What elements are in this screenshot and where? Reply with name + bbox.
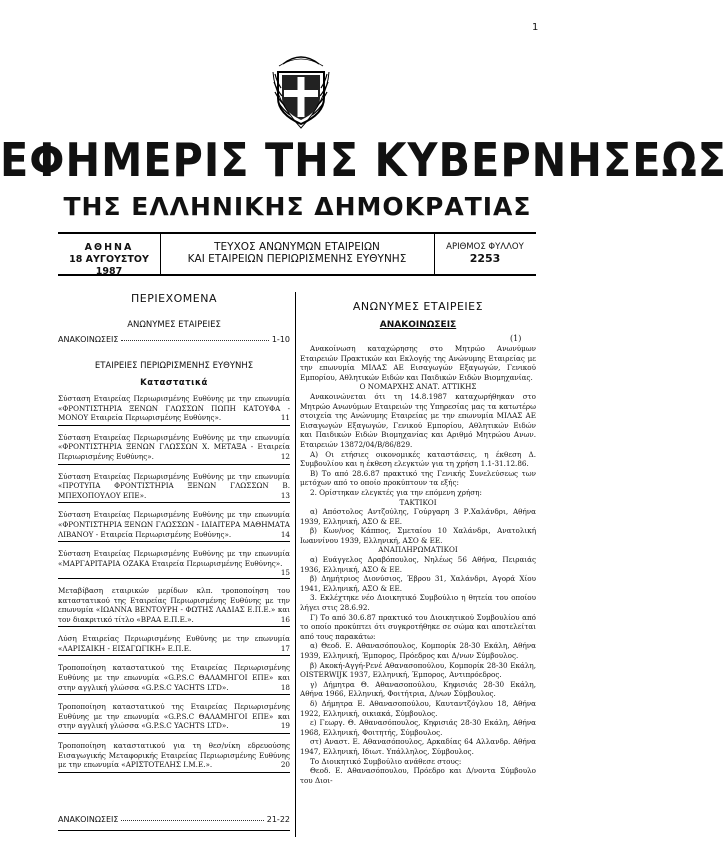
toc-bottom-rule (58, 830, 290, 831)
toc-entry-rule (58, 772, 290, 773)
body-paragraph: α) Ευάγγελος Δραβόπουλος, Νηλέως 56 Αθήνα, Πειραιάς 1936, Ελληνική, ΑΣΟ & ΕΕ. (300, 555, 536, 574)
body-paragraph: Ο ΝΟΜΑΡΧΗΣ ΑΝΑΤ. ΑΤΤΙΚΗΣ (359, 382, 477, 392)
body-paragraph: Ανακοινώνεται ότι τη 14.8.1987 καταχωρήθηκαν στο Μητρώο Ανωνύμων Εταιρειών της Υπηρεσίας μας τα κατωτέρω στοιχεία της Ανώνυμης Εταιρείας με την επωνυμία ΜΙΛΑΣ ΑΕ Εισαγωγών Εξαγωγών, Γενικού Εμπορίου, Αθλητικών Ειδών και Παιδικών Ειδών Βιομηχανίας και Αριθμό Μητρώου Ανων. Εταιρειών 13872/04/Β/86/829. (300, 391, 536, 449)
body-paragraph: γ) Δήμητρα Θ. Αθανασοπούλου, Κηφισιάς 28-30 Εκάλη, Αθήνα 1966, Ελληνική, Φοιτήτρια, Δ/νων Σύμβουλος. (300, 679, 536, 699)
toc-entry-rule (58, 425, 290, 426)
toc-entry-page: 16 (280, 614, 290, 624)
toc-entry-text: Σύσταση Εταιρείας Περιωρισμένης Ευθύνης με την επωνυμία «ΜΑΡΓΑΡΙΤΑΡΙΑ ΟΖΑΚΑ Εταιρεία Περιωρισμένης Ευθύνης». (58, 549, 290, 568)
body-paragraph: 3. Εκλέχτηκε νέο Διοικητικό Συμβούλιο η θητεία του οποίου λήγει στις 28.6.92. (300, 593, 536, 613)
toc-entry-text: Τροποποίηση καταστατικού της Εταιρείας Περιωρισμένης Ευθύνης με την επωνυμία «G.P.S.C ΘΑΛΑΜΗΓΟΙ ΕΠΕ» και στην αγγλική γλώσσα «G.P.S.C YACHTS LTD». (58, 663, 290, 692)
toc-entry-rule (58, 733, 290, 734)
toc-entry-rule (58, 694, 290, 695)
toc-entry[interactable] (58, 741, 290, 773)
toc-entry-text: Λύση Εταιρείας Περιωρισμένης Ευθύνης με την επωνυμία «ΛΑΡΙΣΑΙΚΗ - ΕΙΣΑΓΩΓΙΚΗ» Ε.Π.Ε. (58, 634, 290, 653)
header-date: 18 ΑΥΓΟΥΣΤΟΥ 1987 (69, 254, 149, 277)
toc-entry-page: 19 (280, 721, 290, 731)
toc-entry[interactable] (58, 433, 290, 465)
toc-entry-page: 15 (280, 568, 290, 578)
dot-leader (121, 335, 268, 341)
toc-entry-rule (58, 626, 290, 627)
column-divider (295, 292, 296, 837)
toc-entry-rule (58, 578, 290, 579)
header-city-date (58, 236, 160, 277)
toc-entry-page: 17 (280, 643, 290, 653)
header-sheet (434, 236, 536, 270)
header-sheet-number: 2253 (469, 252, 501, 265)
toc-entry-page: 14 (280, 529, 290, 539)
body-paragraph: Γ) Το από 30.6.87 πρακτικό του Διοικητικού Συμβουλίου από το οποίο προκύπτει ότι συγκροτήθηκε σε σώμα και αποτελείται από τους παρακάτω: (300, 612, 536, 641)
right-subheading: ΑΝΑΚΟΙΝΩΣΕΙΣ (379, 320, 457, 330)
header-issue-line2: ΚΑΙ ΕΤΑΙΡΕΙΩΝ ΠΕΡΙΩΡΙΣΜΕΝΗΣ ΕΥΘΥΝΗΣ (187, 253, 407, 265)
header-sheet-label: ΑΡΙΘΜΟΣ ΦΥΛΛΟΥ (446, 242, 524, 252)
dot-leader (121, 815, 263, 821)
body-paragraph: ΑΝΑΠΛΗΡΩΜΑΤΙΚΟΙ (378, 545, 458, 555)
toc-entry-rule (58, 655, 290, 656)
toc-entry[interactable] (58, 663, 290, 695)
toc-entry[interactable] (58, 634, 290, 656)
body-paragraph: ΤΑΚΤΙΚΟΙ (399, 497, 437, 507)
toc-entry[interactable] (58, 394, 290, 426)
toc-entry-list (58, 394, 290, 780)
toc-entry-page: 11 (280, 413, 290, 423)
toc-section-llc: ΕΤΑΙΡΕΙΕΣ ΠΕΡΙΩΡΙΣΜΕΝΗΣ ΕΥΘΥΝΗΣ (94, 361, 254, 371)
page-number: 1 (532, 22, 539, 33)
toc-entry-page: 20 (280, 760, 290, 770)
toc-entry-page: 18 (280, 682, 290, 692)
toc-entry-pages: 1-10 (271, 335, 290, 344)
header-issue (160, 236, 434, 270)
toc-entry-label: ΑΝΑΚΟΙΝΩΣΕΙΣ (58, 815, 119, 824)
toc-section-anonymous: ΑΝΩΝΥΜΕΣ ΕΤΑΙΡΕΙΕΣ (127, 320, 221, 330)
toc-entry[interactable] (58, 472, 290, 504)
toc-section-llc-statutes: Καταστατικά (140, 378, 208, 388)
header-top-rule (58, 232, 536, 234)
toc-entry-announcements[interactable] (58, 335, 290, 344)
toc-entry-pages: 21-22 (266, 815, 290, 824)
gazette-title: ΕΦΗΜΕΡΙΣ ΤΗΣ ΚΥΒΕΡΝΗΣΕΩΣ (0, 133, 727, 187)
toc-entry-page: 12 (280, 451, 290, 461)
right-body (300, 344, 536, 785)
body-paragraph: στ) Αναστ. Ε. Αθανασόπουλος, Αρκαδίας 64 Αλλανδρ. Αθήνα 1947, Ελληνική, Ιδιωτ. Υπάλληλος, Σύμβουλος. (300, 737, 536, 756)
toc-entry[interactable] (58, 549, 290, 579)
toc-title: ΠΕΡΙΕΧΟΜΕΝΑ (131, 292, 217, 305)
body-paragraph: α) Θεοδ. Ε. Αθανασόπουλος, Κομπορίκ 28-30 Εκάλη, Αθήνα 1939, Ελληνική, Έμπορος, Πρόεδρος και Δ/νων Σύμβουλος. (300, 641, 536, 660)
body-paragraph: ε) Γεωργ. Θ. Αθανασόπουλος, Κηφισιάς 28-30 Εκάλη, Αθήνα 1968, Ελληνική, Φοιτητής, Σύμβουλος. (300, 718, 536, 737)
toc-entry[interactable] (58, 510, 290, 542)
header-city: ΑΘΗΝΑ (84, 242, 134, 253)
body-paragraph: α) Απόστολος Αντζούλης, Γούργαρη 3 Ρ.Χαλάνδρι, Αθήνα 1939, Ελληνική, ΑΣΟ & ΕΕ. (300, 507, 536, 526)
body-paragraph: Α) Οι ετήσιες οικονομικές καταστάσεις, η έκθεση Δ. Συμβουλίου και η έκθεση ελεγκτών για τη χρήση 1.1-31.12.86. (300, 449, 536, 469)
gazette-subtitle: ΤΗΣ ΕΛΛΗΝΙΚΗΣ ΔΗΜΟΚΡΑΤΙΑΣ (63, 192, 532, 221)
toc-entry[interactable] (58, 586, 290, 627)
toc-entry-rule (58, 541, 290, 542)
toc-entry[interactable] (58, 702, 290, 734)
right-heading: ΑΝΩΝΥΜΕΣ ΕΤΑΙΡΕΙΕΣ (352, 300, 484, 313)
body-paragraph: 2. Ορίστηκαν ελεγκτές για την επόμενη χρήση: (310, 487, 482, 497)
body-paragraph: Β) Το από 28.6.87 πρακτικό της Γενικής Συνελεύσεως των μετόχων από το οποίο προκύπτουν τα εξής: (300, 468, 536, 488)
coat-of-arms-emblem (273, 52, 329, 128)
toc-entry-label: ΑΝΑΚΟΙΝΩΣΕΙΣ (58, 335, 119, 344)
toc-entry-text: Σύσταση Εταιρείας Περιωρισμένης Ευθύνης με την επωνυμία «ΦΡΟΝΤΙΣΤΗΡΙΑ ΞΕΝΩΝ ΓΛΩΣΣΩΝ - ΙΔΙΑΙΤΕΡΑ ΜΑΘΗΜΑΤΑ ΛΙΒΑΝΟΥ - Εταιρεία Περιωρισμένης Ευθύνης». (58, 510, 290, 539)
body-paragraph: β) Δημήτριος Διονύσιος, Έβρου 31, Χαλάνδρι, Αγορά Χίου 1941, Ελληνική, ΑΣΟ & ΕΕ. (300, 574, 536, 593)
toc-entry-text: Τροποποίηση καταστατικού για τη θεσ/νίκη εδρευούσης Εισαγωγικής Μεταφορικής Εταιρείας Περιωρισμένης Ευθύνης με την επωνυμία «ΑΡΙΣΤΟΤΕΛΗΣ Ι.Μ.Ε.». (58, 741, 290, 770)
body-paragraph: Το Διοικητικό Συμβούλιο ανάθεσε στους: (310, 756, 462, 766)
body-paragraph: δ) Δήμητρα Ε. Αθανασοπούλου, Καυταντζόγλου 18, Αθήνα 1922, Ελληνική, οικιακά, Σύμβουλος. (300, 698, 536, 718)
toc-entry-rule (58, 464, 290, 465)
toc-entry-text: Σύσταση Εταιρείας Περιωρισμένης Ευθύνης με την επωνυμία «ΦΡΟΝΤΙΣΤΗΡΙΑ ΞΕΝΩΝ ΓΛΩΣΣΩΝ ΠΩΠΗ ΚΑΤΟΥΦΑ - ΜΟΝΟΥ Εταιρεία Περιωρισμένης Ευθύνης». (58, 394, 290, 423)
body-paragraph: β) Κων/νος Κάππος, Σμεταίου 10 Χαλάνδρι, Ανατολική Ιωαννίνου 1939, Ελληνική, ΑΣΟ & ΕΕ. (300, 526, 536, 545)
right-item-number: (1) (510, 334, 522, 343)
toc-entry-text: Σύσταση Εταιρείας Περιωρισμένης Ευθύνης με την επωνυμία «ΠΡΟΤΥΠΑ ΦΡΟΝΤΙΣΤΗΡΙΑ ΞΕΝΩΝ ΓΛΩΣΣΩΝ Β. ΜΠΕΧΟΠΟΥΛΟΥ ΕΠΕ». (58, 471, 290, 500)
toc-entry-announcements-2[interactable] (58, 815, 290, 824)
toc-entry-text: Τροποποίηση καταστατικού της Εταιρείας Περιωρισμένης Ευθύνης με την επωνυμία «G.P.S.C ΘΑΛΑΜΗΓΟΙ ΕΠΕ» και στην αγγλική γλώσσα «G.P.S.C YACHTS LTD». (58, 702, 290, 731)
header-issue-line1: ΤΕΥΧΟΣ ΑΝΩΝΥΜΩΝ ΕΤΑΙΡΕΙΩΝ (214, 241, 380, 253)
body-paragraph: Ανακοίνωση καταχώρησης στο Μητρώο Ανωνύμων Εταιρειών Πρακτικών και Εκλογής της Ανώνυμης Εταιρείας με την επωνυμία ΜΙΛΑΣ ΑΕ Εισαγωγών Εξαγωγών, Γενικού Εμπορίου, Αθλητικών Ειδών και Παιδικών Ειδών Βιομηχανίας. (300, 344, 536, 382)
toc-entry-page: 13 (280, 490, 290, 500)
toc-entry-text: Σύσταση Εταιρείας Περιωρισμένης Ευθύνης με την επωνυμία «ΦΡΟΝΤΙΣΤΗΡΙΑ ΞΕΝΩΝ ΓΛΩΣΣΩΝ Χ. ΜΕΤΑΞΑ - Εταιρεία Περιωρισμένης Ευθύνης». (58, 432, 290, 461)
toc-entry-text: Μεταβίβαση εταιρικών μερίδων κλπ. τροποποίηση του καταστατικού της Εταιρείας Περιωρισμένης Ευθύνης με την επωνυμία «ΙΩΑΝΝΑ ΒΕΝΤΟΥΡΗ - ΦΩΤΗΣ ΛΑΔΙΑΣ Ε.Π.Ε.» και τον διακριτικό τίτλο «ΒΡΑΑ Ε.Π.Ε.». (58, 585, 290, 624)
body-paragraph: β) Ακοκή-Αγγή-Ρενέ Αθανασοπούλου, Κομπορίκ 28-30 Εκάλη, OISTERWIJK 1937, Ελληνική, Έμπορος, Αντιπρόεδρος. (300, 660, 536, 680)
toc-entry-rule (58, 502, 290, 503)
body-paragraph: Θεοδ. Ε. Αθανασόπουλου, Πρόεδρο και Δ/νοντα Σύμβουλο του Διοι- (300, 766, 536, 785)
